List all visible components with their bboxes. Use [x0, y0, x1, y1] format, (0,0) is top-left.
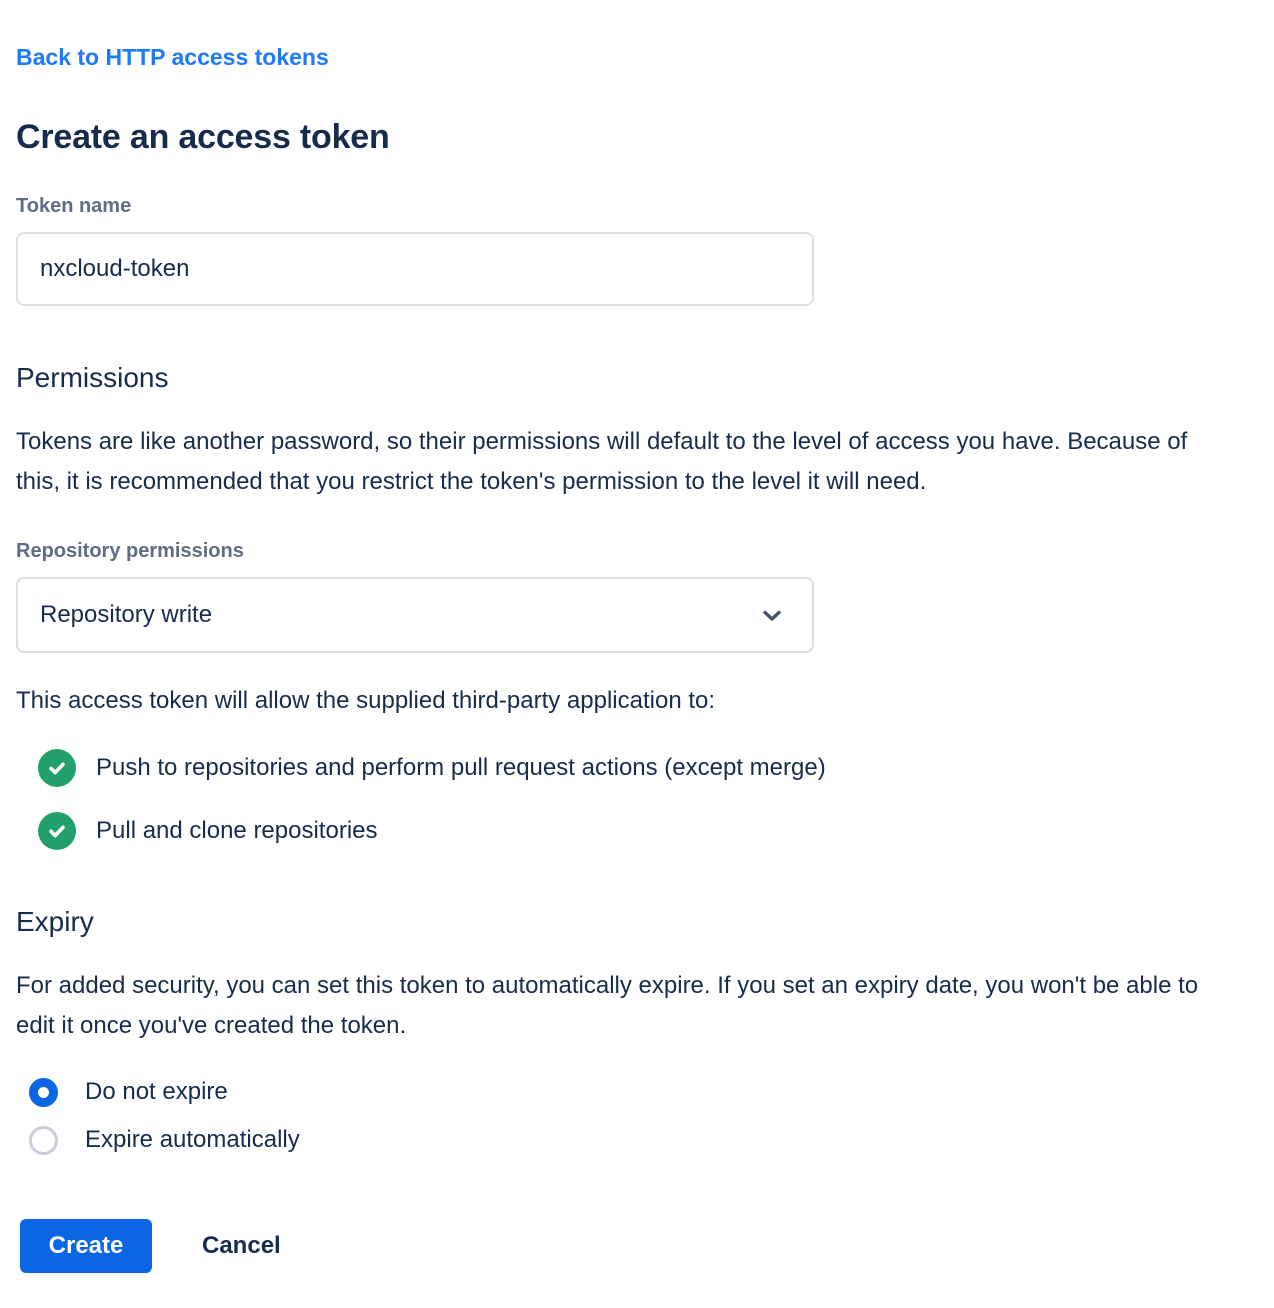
page-title: Create an access token	[16, 117, 390, 156]
access-token-allow-intro: This access token will allow the supplied third-party application to:	[16, 686, 716, 714]
permissions-description: Tokens are like another password, so their permissions will default to the level of access you have. Because of this, it is recommended that you restrict the token's permission to the level it will need.	[16, 427, 1188, 495]
expiry-heading: Expiry	[16, 905, 94, 937]
permissions-heading: Permissions	[16, 361, 169, 393]
check-circle-icon	[38, 749, 76, 787]
capability-item-pull	[16, 812, 1258, 850]
expiry-description: For added security, you can set this token to automatically expire. If you set an expiry date, you won't be able to edit it once you've created the token.	[16, 971, 1199, 1039]
token-name-input[interactable]	[16, 232, 814, 306]
radio-unselected-icon	[29, 1126, 58, 1155]
check-circle-icon	[38, 812, 76, 850]
repository-permissions-selected-value: Repository write	[40, 600, 213, 628]
radio-expire-automatically[interactable]	[16, 1126, 1258, 1155]
capability-item-push	[16, 749, 1258, 787]
create-button[interactable]: Create	[20, 1219, 152, 1273]
capability-list	[16, 749, 1258, 850]
radio-selected-icon	[29, 1078, 58, 1107]
expiry-radio-group	[16, 1078, 1258, 1155]
capability-text-pull: Pull and clone repositories	[96, 816, 378, 844]
radio-do-not-expire-label: Do not expire	[85, 1078, 228, 1106]
token-name-label: Token name	[16, 194, 132, 217]
repository-permissions-label: Repository permissions	[16, 539, 244, 562]
capability-text-push: Push to repositories and perform pull request actions (except merge)	[96, 753, 826, 781]
back-to-http-access-tokens-link[interactable]: Back to HTTP access tokens	[16, 44, 329, 70]
chevron-down-icon	[758, 601, 786, 629]
radio-expire-automatically-label: Expire automatically	[85, 1126, 300, 1154]
repository-permissions-select[interactable]	[16, 577, 814, 653]
form-actions	[16, 1219, 1258, 1273]
cancel-button[interactable]: Cancel	[192, 1232, 291, 1260]
radio-do-not-expire[interactable]	[16, 1078, 1258, 1107]
